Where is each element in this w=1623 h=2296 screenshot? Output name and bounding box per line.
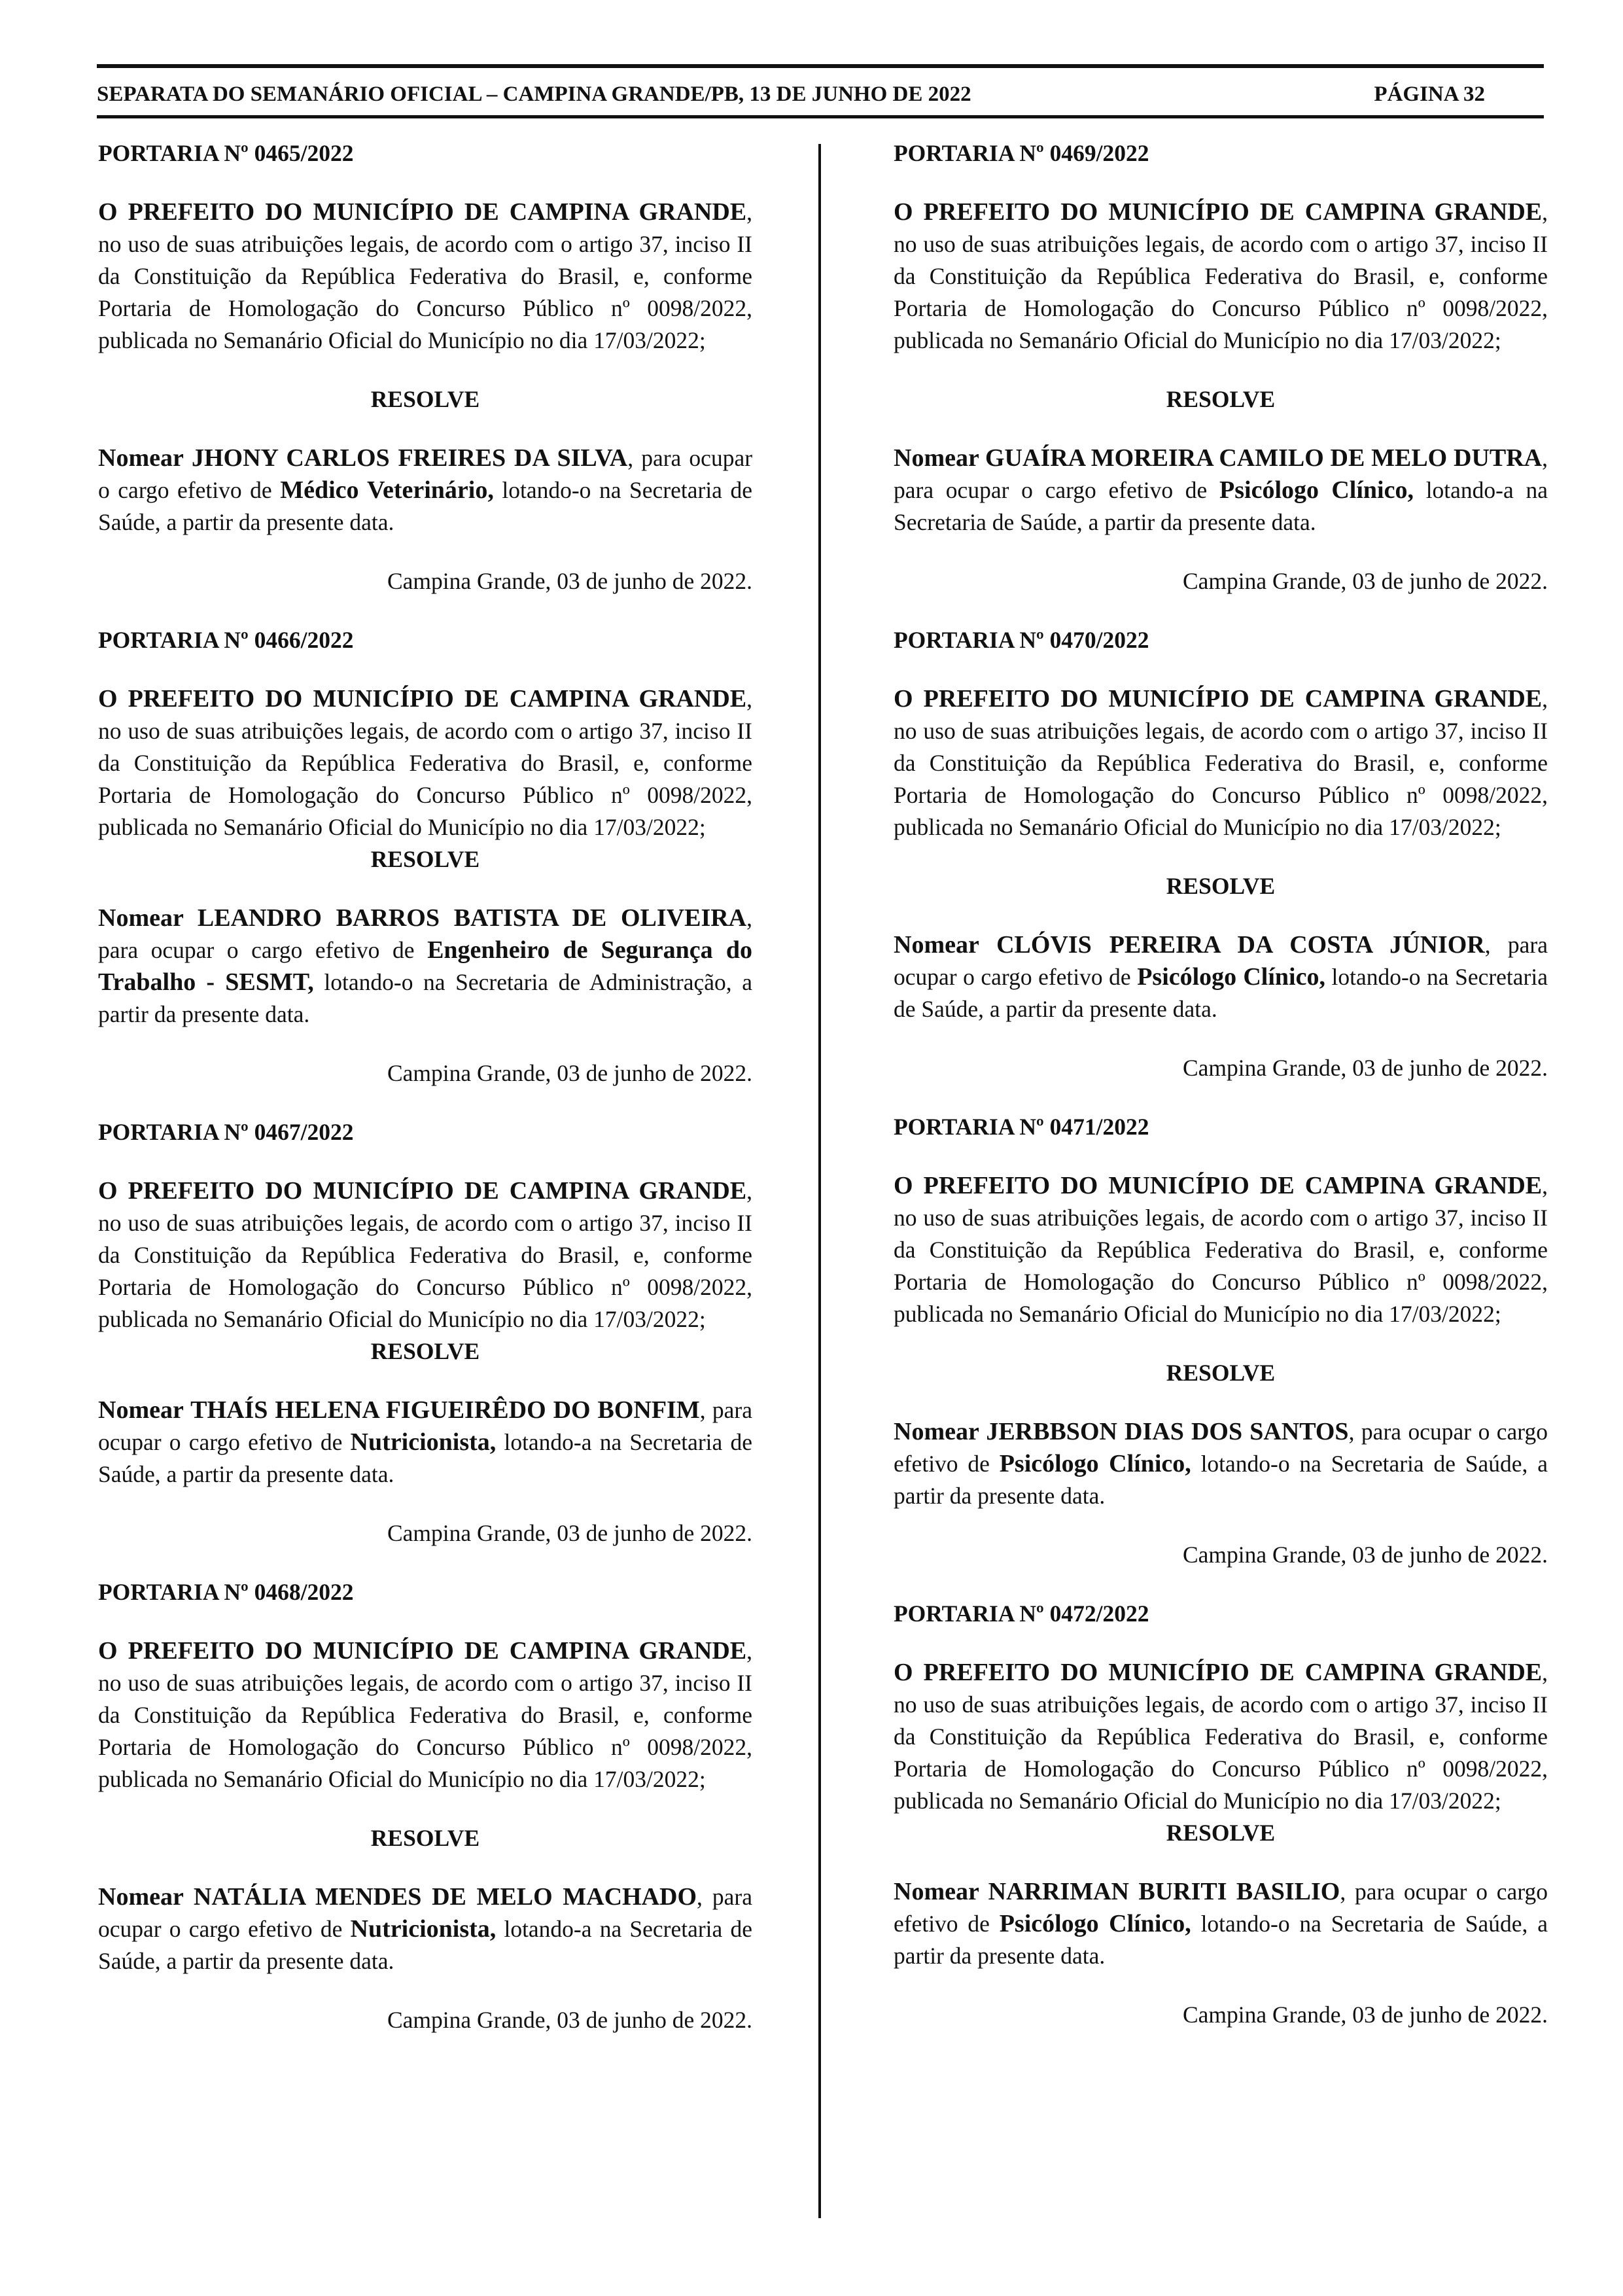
portaria-0466 xyxy=(98,624,752,1089)
nomeacao xyxy=(98,1881,752,1977)
preamble xyxy=(98,1635,752,1795)
resolve-label: RESOLVE xyxy=(370,1338,480,1364)
nomeacao xyxy=(98,902,752,1031)
nomear-label: Nomear xyxy=(894,1418,979,1445)
portaria-date: Campina Grande, 03 de junho de 2022. xyxy=(1182,1055,1548,1081)
resolve-label: RESOLVE xyxy=(1166,386,1276,412)
appointee-name: JERBBSON DIAS DOS SANTOS xyxy=(986,1418,1349,1445)
portaria-date: Campina Grande, 03 de junho de 2022. xyxy=(387,2007,752,2033)
resolve-label: RESOLVE xyxy=(370,846,480,872)
portaria-title: PORTARIA Nº 0469/2022 xyxy=(894,140,1149,166)
portaria-0471 xyxy=(894,1111,1548,1571)
portaria-date: Campina Grande, 03 de junho de 2022. xyxy=(1182,568,1548,594)
resolve-label: RESOLVE xyxy=(370,386,480,412)
page-number: PÁGINA 32 xyxy=(1374,82,1485,106)
preamble-text: , no uso de suas atribuições legais, de acordo com o artigo 37, inciso II da Constituição da República Federativa do Brasil, e, conforme Portaria de Homologação do Concurso Público nº 0098/2022, publicada no Semanário Oficial do Município no dia 17/03/2022; xyxy=(98,686,752,840)
appointee-name: NARRIMAN BURITI BASILIO xyxy=(988,1878,1340,1905)
appointee-name: JHONY CARLOS FREIRES DA SILVA xyxy=(191,444,628,472)
portaria-0467 xyxy=(98,1116,752,1549)
nomear-label: Nomear xyxy=(894,1878,979,1905)
preamble-lead: O PREFEITO DO MUNICÍPIO DE CAMPINA GRANDE xyxy=(894,198,1543,226)
nomeacao xyxy=(894,1876,1548,1972)
header-top-rule xyxy=(97,64,1544,68)
preamble xyxy=(894,683,1548,843)
nomeacao-text: , para ocupar o cargo efetivo de xyxy=(98,1884,753,1942)
nomeacao-text-end: lotando-a na Secretaria de Saúde, a partir da presente data. xyxy=(98,1429,752,1487)
nomeacao-text: , para ocupar o cargo efetivo de xyxy=(894,932,1548,990)
nomear-label: Nomear xyxy=(98,444,184,472)
nomeacao-text: , para ocupar o cargo efetivo de xyxy=(894,445,1548,503)
nomeacao-text-end: lotando-o na Secretaria de Administração, a partir da presente data. xyxy=(98,969,752,1027)
appointee-name: NATÁLIA MENDES DE MELO MACHADO xyxy=(193,1883,697,1911)
portaria-date: Campina Grande, 03 de junho de 2022. xyxy=(1182,1542,1548,1568)
cargo: Médico Veterinário, xyxy=(280,476,494,504)
right-column xyxy=(894,137,1548,2031)
header-title: SEPARATA DO SEMANÁRIO OFICIAL – CAMPINA GRANDE/PB, 13 DE JUNHO DE 2022 xyxy=(97,82,971,106)
preamble-text: , no uso de suas atribuições legais, de acordo com o artigo 37, inciso II da Constituição da República Federativa do Brasil, e, conforme Portaria de Homologação do Concurso Público nº 0098/2022, publicada no Semanário Oficial do Município no dia 17/03/2022; xyxy=(98,1178,752,1332)
cargo: Psicólogo Clínico, xyxy=(999,1910,1191,1937)
nomeacao-text: , para ocupar o cargo efetivo de xyxy=(98,905,753,963)
nomear-label: Nomear xyxy=(98,1396,184,1424)
portaria-date: Campina Grande, 03 de junho de 2022. xyxy=(1182,2002,1548,2028)
nomeacao xyxy=(98,1394,752,1491)
nomeacao xyxy=(894,929,1548,1025)
portaria-0468 xyxy=(98,1576,752,2036)
cargo: Psicólogo Clínico, xyxy=(999,1450,1191,1477)
portaria-title: PORTARIA Nº 0471/2022 xyxy=(894,1114,1149,1140)
preamble xyxy=(894,1657,1548,1817)
portaria-0469 xyxy=(894,137,1548,597)
appointee-name: GUAÍRA MOREIRA CAMILO DE MELO DUTRA xyxy=(985,444,1543,472)
preamble xyxy=(98,1175,752,1335)
page-header xyxy=(97,76,1544,113)
portaria-0470 xyxy=(894,624,1548,1084)
preamble-text: , no uso de suas atribuições legais, de acordo com o artigo 37, inciso II da Constituição da República Federativa do Brasil, e, conforme Portaria de Homologação do Concurso Público nº 0098/2022, publicada no Semanário Oficial do Município no dia 17/03/2022; xyxy=(894,1659,1548,1814)
preamble xyxy=(894,1170,1548,1330)
nomeacao-text-end: lotando-a na Secretaria de Saúde, a partir da presente data. xyxy=(894,477,1548,535)
portaria-title: PORTARIA Nº 0472/2022 xyxy=(894,1600,1149,1627)
nomeacao-text: , para ocupar o cargo efetivo de xyxy=(894,1419,1548,1477)
portaria-date: Campina Grande, 03 de junho de 2022. xyxy=(387,568,752,594)
nomeacao-text-end: lotando-o na Secretaria de Saúde, a partir da presente data. xyxy=(894,1451,1548,1509)
preamble-lead: O PREFEITO DO MUNICÍPIO DE CAMPINA GRANDE xyxy=(894,1172,1543,1199)
preamble xyxy=(98,683,752,843)
appointee-name: LEANDRO BARROS BATISTA DE OLIVEIRA xyxy=(197,904,747,932)
cargo: Nutricionista, xyxy=(350,1915,497,1943)
portaria-title: PORTARIA Nº 0465/2022 xyxy=(98,140,354,166)
resolve-label: RESOLVE xyxy=(370,1825,480,1851)
left-column xyxy=(98,137,752,2036)
preamble-text: , no uso de suas atribuições legais, de acordo com o artigo 37, inciso II da Constituição da República Federativa do Brasil, e, conforme Portaria de Homologação do Concurso Público nº 0098/2022, publicada no Semanário Oficial do Município no dia 17/03/2022; xyxy=(894,1173,1548,1327)
preamble-lead: O PREFEITO DO MUNICÍPIO DE CAMPINA GRANDE xyxy=(98,685,747,713)
nomeacao xyxy=(98,442,752,539)
nomeacao-text-end: lotando-o na Secretaria de Saúde, a partir da presente data. xyxy=(894,1911,1548,1969)
portaria-0465 xyxy=(98,137,752,597)
resolve-label: RESOLVE xyxy=(1166,1820,1276,1846)
nomeacao-text-end: lotando-o na Secretaria de Saúde, a partir da presente data. xyxy=(98,477,752,535)
preamble-lead: O PREFEITO DO MUNICÍPIO DE CAMPINA GRANDE xyxy=(98,1637,747,1665)
cargo: Engenheiro de Segurança do Trabalho - SESMT, xyxy=(98,936,752,996)
nomeacao-text-end: lotando-o na Secretaria de Saúde, a partir da presente data. xyxy=(894,964,1548,1022)
preamble-lead: O PREFEITO DO MUNICÍPIO DE CAMPINA GRANDE xyxy=(98,198,747,226)
nomear-label: Nomear xyxy=(894,931,979,959)
header-bottom-rule xyxy=(97,115,1544,118)
nomear-label: Nomear xyxy=(894,444,979,472)
resolve-label: RESOLVE xyxy=(1166,873,1276,899)
cargo: Nutricionista, xyxy=(350,1428,497,1456)
portaria-title: PORTARIA Nº 0470/2022 xyxy=(894,627,1149,653)
nomeacao-text: , para ocupar o cargo efetivo de xyxy=(894,1879,1548,1937)
preamble-text: , no uso de suas atribuições legais, de acordo com o artigo 37, inciso II da Constituição da República Federativa do Brasil, e, conforme Portaria de Homologação do Concurso Público nº 0098/2022, publicada no Semanário Oficial do Município no dia 17/03/2022; xyxy=(894,199,1548,353)
preamble-text: , no uso de suas atribuições legais, de acordo com o artigo 37, inciso II da Constituição da República Federativa do Brasil, e, conforme Portaria de Homologação do Concurso Público nº 0098/2022, publicada no Semanário Oficial do Município no dia 17/03/2022; xyxy=(98,1638,752,1792)
preamble-text: , no uso de suas atribuições legais, de acordo com o artigo 37, inciso II da Constituição da República Federativa do Brasil, e, conforme Portaria de Homologação do Concurso Público nº 0098/2022, publicada no Semanário Oficial do Município no dia 17/03/2022; xyxy=(894,686,1548,840)
preamble-text: , no uso de suas atribuições legais, de acordo com o artigo 37, inciso II da Constituição da República Federativa do Brasil, e, conforme Portaria de Homologação do Concurso Público nº 0098/2022, publicada no Semanário Oficial do Município no dia 17/03/2022; xyxy=(98,199,752,353)
portaria-title: PORTARIA Nº 0467/2022 xyxy=(98,1119,354,1145)
nomeacao xyxy=(894,442,1548,539)
nomeacao-text-end: lotando-a na Secretaria de Saúde, a partir da presente data. xyxy=(98,1916,752,1974)
preamble-lead: O PREFEITO DO MUNICÍPIO DE CAMPINA GRANDE xyxy=(894,1659,1543,1686)
portaria-date: Campina Grande, 03 de junho de 2022. xyxy=(387,1060,752,1086)
appointee-name: THAÍS HELENA FIGUEIRÊDO DO BONFIM xyxy=(190,1396,700,1424)
portaria-title: PORTARIA Nº 0466/2022 xyxy=(98,627,354,653)
nomear-label: Nomear xyxy=(98,904,184,932)
appointee-name: CLÓVIS PEREIRA DA COSTA JÚNIOR xyxy=(996,931,1485,959)
cargo: Psicólogo Clínico, xyxy=(1137,963,1325,991)
nomeacao xyxy=(894,1416,1548,1512)
resolve-label: RESOLVE xyxy=(1166,1360,1276,1386)
preamble-lead: O PREFEITO DO MUNICÍPIO DE CAMPINA GRANDE xyxy=(98,1177,747,1205)
portaria-title: PORTARIA Nº 0468/2022 xyxy=(98,1579,354,1605)
column-divider xyxy=(818,144,821,2218)
nomear-label: Nomear xyxy=(98,1883,184,1911)
preamble xyxy=(894,196,1548,357)
preamble xyxy=(98,196,752,357)
nomeacao-text: , para ocupar o cargo efetivo de xyxy=(98,1397,752,1455)
portaria-date: Campina Grande, 03 de junho de 2022. xyxy=(387,1520,752,1546)
portaria-0472 xyxy=(894,1598,1548,2031)
preamble-lead: O PREFEITO DO MUNICÍPIO DE CAMPINA GRANDE xyxy=(894,685,1543,713)
cargo: Psicólogo Clínico, xyxy=(1219,476,1414,504)
nomeacao-text: , para ocupar o cargo efetivo de xyxy=(98,445,753,503)
